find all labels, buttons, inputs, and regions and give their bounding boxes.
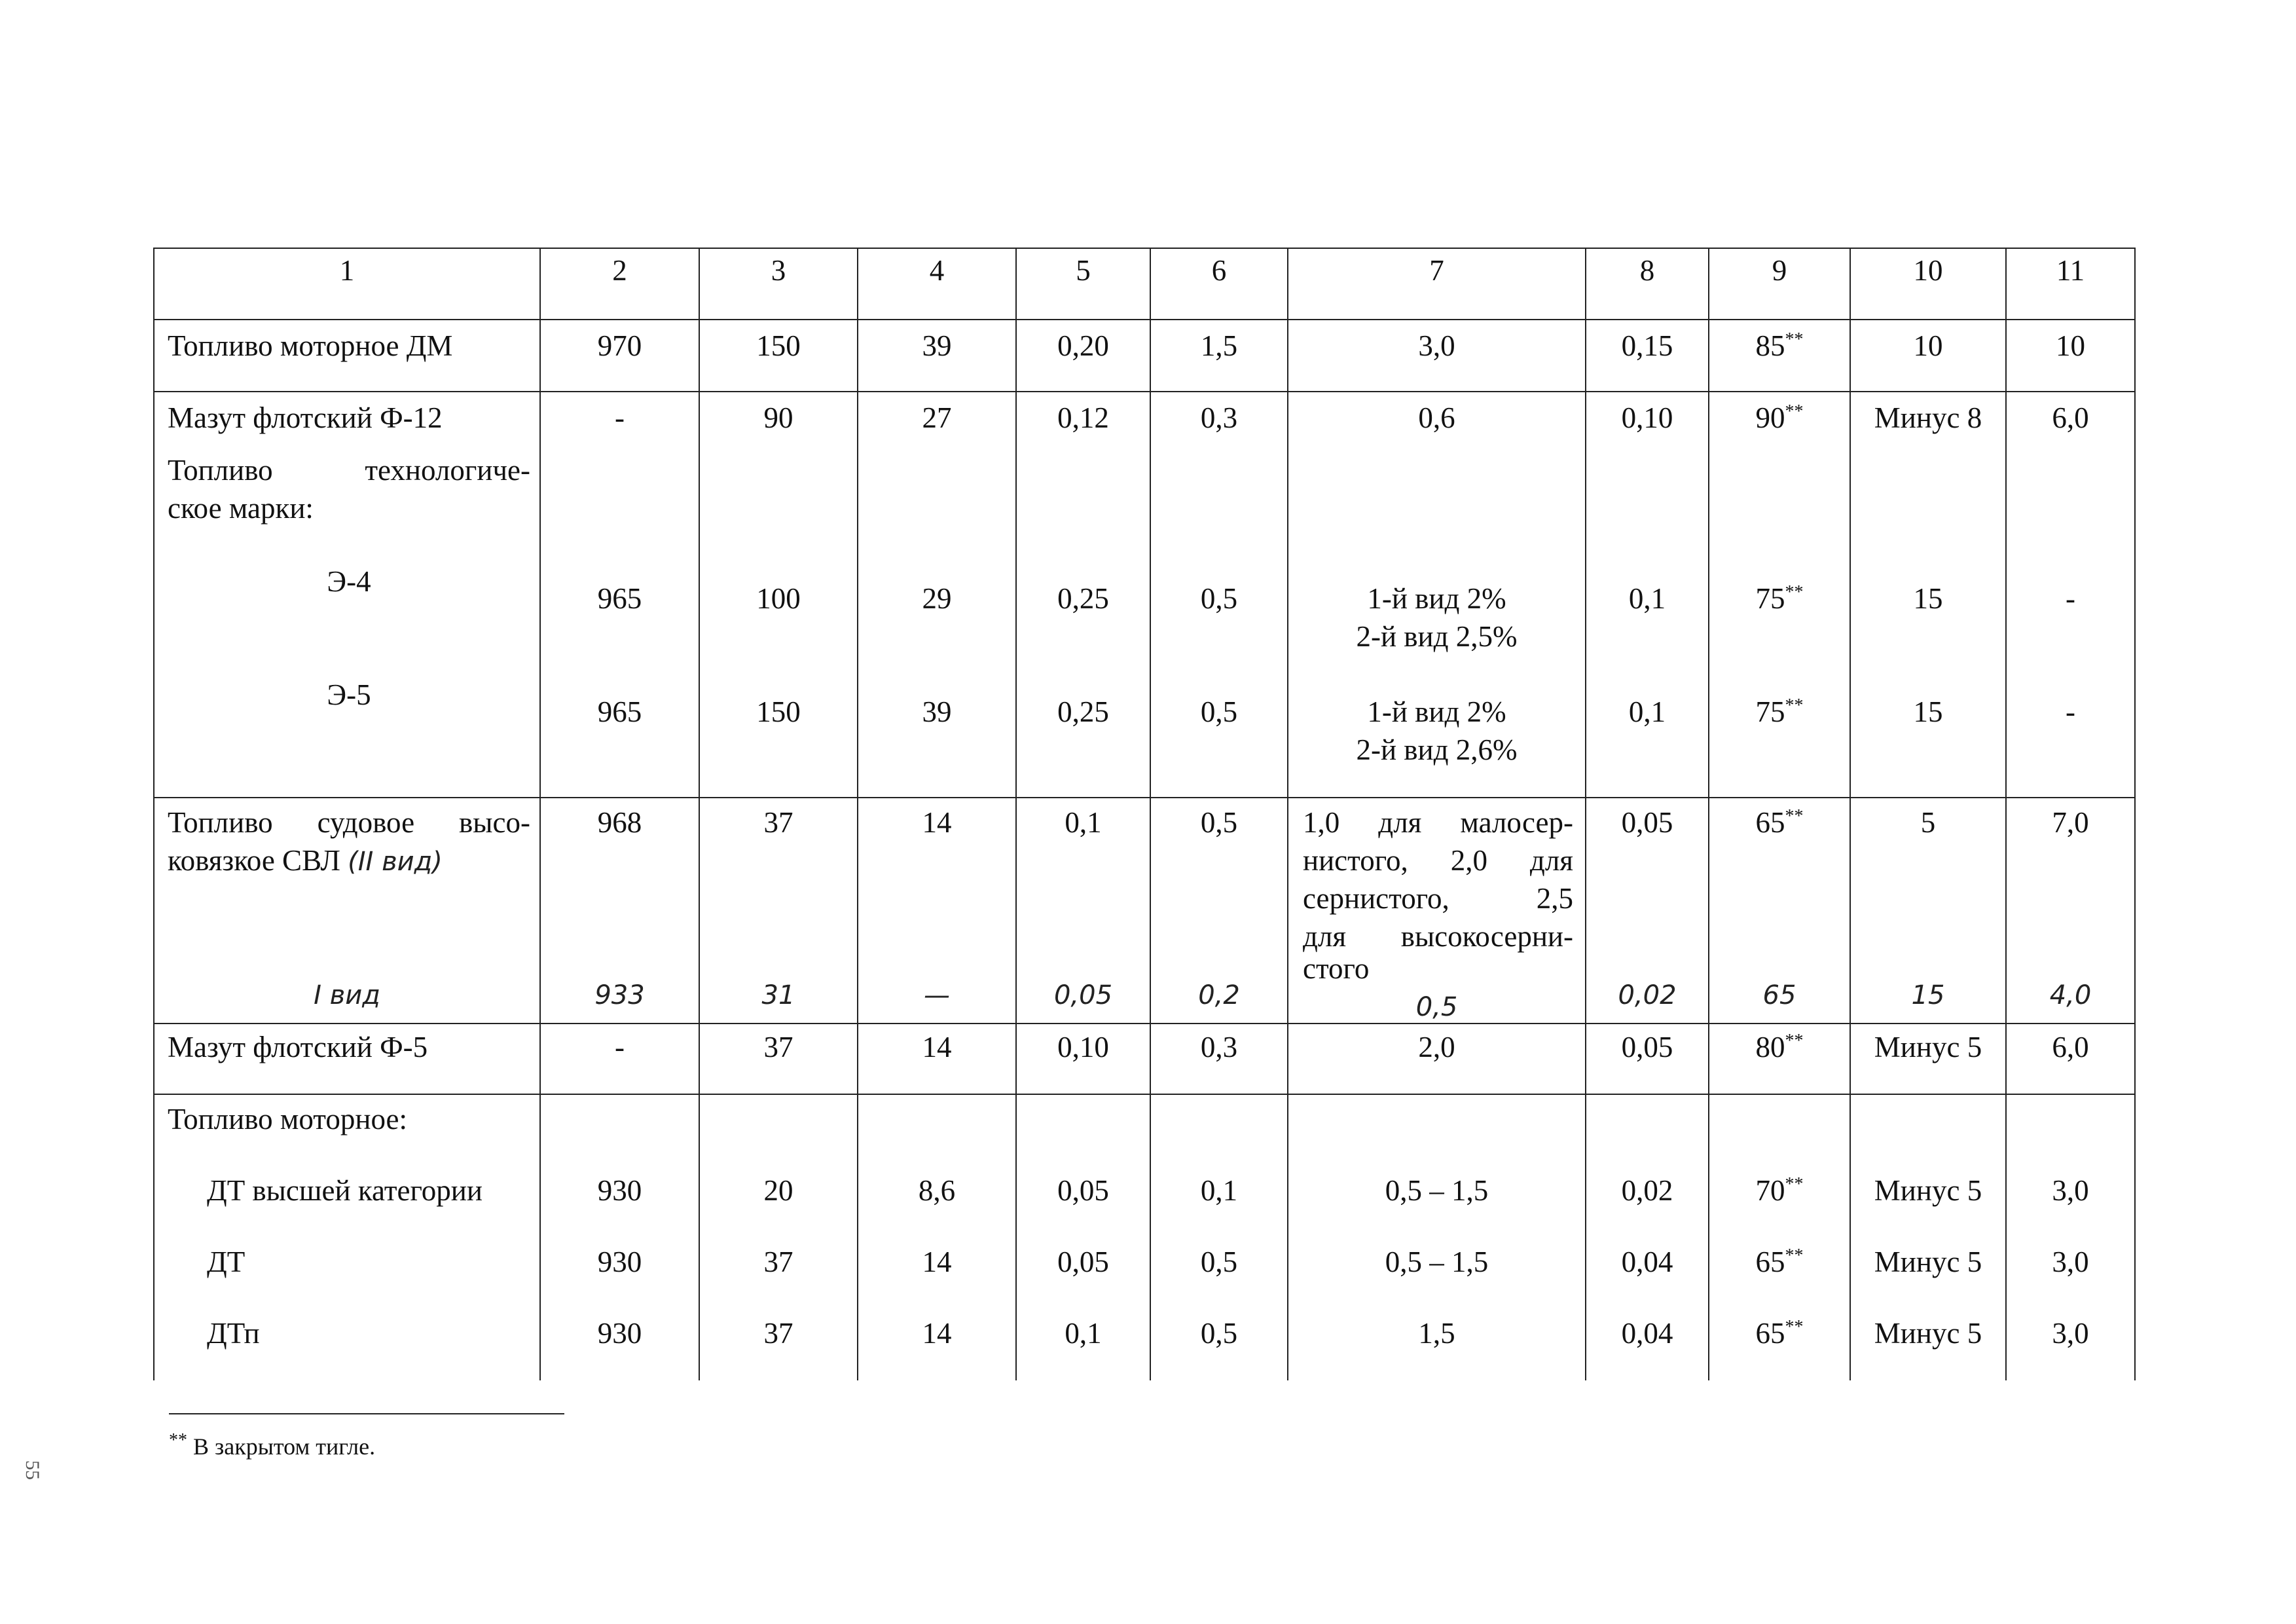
header-row [154, 248, 2135, 320]
footnote-mark: ** [1785, 1246, 1804, 1266]
table-cell [1016, 798, 1150, 1024]
footnote [169, 1430, 376, 1460]
header-cell: 1 [154, 248, 540, 320]
group-heading-line: ское марки: [168, 492, 314, 525]
value: 0,5 [1200, 582, 1238, 615]
handwritten-value: 0,02 [1618, 980, 1677, 1010]
fuel-name: ДТп [207, 1317, 260, 1350]
table-cell: 14 [858, 1024, 1016, 1094]
value: 0,5 [1200, 1246, 1238, 1278]
fuel-name: ДТ высшей категории [207, 1174, 483, 1207]
table-cell: 1,5 [1150, 320, 1288, 392]
value: 0,1 [1200, 1174, 1238, 1207]
value: 0,5 [1200, 1317, 1238, 1350]
handwritten-value: 65 [1762, 980, 1796, 1010]
value: 6,0 [2052, 401, 2089, 434]
header-cell: 4 [858, 248, 1016, 320]
fuel-name: Э-4 [327, 565, 371, 598]
handwritten-value: 933 [594, 980, 645, 1010]
value: - [615, 401, 625, 434]
fuel-name: Э-5 [327, 678, 371, 711]
handwritten-value: 0,2 [1198, 980, 1240, 1010]
table-row [154, 798, 2135, 1024]
group-heading-line: Топливо технологиче- [168, 454, 530, 487]
table-cell: 0,10 [1016, 1024, 1150, 1094]
value: 7,0 [2052, 806, 2089, 839]
table-cell [699, 392, 858, 798]
value: 20 [763, 1174, 793, 1207]
header-cell: 10 [1850, 248, 2006, 320]
table-cell: 0,15 [1586, 320, 1709, 392]
value: 0,3 [1200, 401, 1238, 434]
value: 5 [1920, 806, 1936, 839]
table-cell [1016, 1094, 1150, 1380]
value: 100 [756, 582, 801, 615]
header-cell: 11 [2006, 248, 2135, 320]
header-cell: 6 [1150, 248, 1288, 320]
fuel-name-cell [154, 392, 540, 798]
value: 0,12 [1057, 401, 1109, 434]
table-cell [858, 798, 1016, 1024]
table-cell [2006, 392, 2135, 798]
table-cell: 970 [540, 320, 699, 392]
table-cell [540, 1094, 699, 1380]
value: Минус 5 [1874, 1174, 1982, 1207]
handwritten-value: 15 [1911, 980, 1945, 1010]
table-cell: 0,20 [1016, 320, 1150, 392]
value: Минус 8 [1874, 401, 1982, 434]
handwritten-note: (II вид) [348, 847, 443, 877]
table-cell: 10 [2006, 320, 2135, 392]
value: 0,1 [1065, 806, 1102, 839]
table-cell: - [540, 1024, 699, 1094]
value: 3,0 [2052, 1174, 2089, 1207]
value: сернистого, 2,5 [1303, 882, 1573, 915]
fuel-name: Мазут флотский Ф-5 [154, 1024, 540, 1094]
flash-point-cell [1709, 1024, 1850, 1094]
value: - [2066, 695, 2075, 728]
value: 0,05 [1057, 1246, 1109, 1278]
value: 0,05 [1621, 806, 1673, 839]
fuel-name: Топливо моторное ДМ [154, 320, 540, 392]
table-cell [1150, 392, 1288, 798]
value: 0,5 [1200, 806, 1238, 839]
value: стого [1303, 952, 1370, 985]
value: Минус 5 [1874, 1246, 1982, 1278]
value: 27 [922, 401, 952, 434]
value: 1,5 [1418, 1317, 1455, 1350]
table-cell [1288, 798, 1586, 1024]
table-cell [1288, 1094, 1586, 1380]
footnote-mark: ** [1785, 806, 1804, 826]
header-cell: 3 [699, 248, 858, 320]
value: 0,1 [1628, 695, 1666, 728]
value: 37 [763, 1317, 793, 1350]
value: 0,1 [1065, 1317, 1102, 1350]
table-cell: 6,0 [2006, 1024, 2135, 1094]
value: 0,5 [1200, 695, 1238, 728]
value: 965 [597, 582, 642, 615]
value: 90 [1755, 401, 1785, 434]
footnote-mark: ** [1785, 1174, 1804, 1194]
table-cell-value: 85 [1755, 329, 1785, 362]
value: 2-й вид 2,5% [1356, 620, 1518, 653]
value: 0,25 [1057, 695, 1109, 728]
fuel-name: Мазут флотский Ф-12 [168, 401, 443, 434]
footnote-divider [169, 1413, 564, 1414]
footnote-mark: ** [169, 1430, 187, 1450]
value: 29 [922, 582, 952, 615]
table-cell [540, 392, 699, 798]
table-cell [1850, 1094, 2006, 1380]
handwritten-value: 0,05 [1053, 980, 1113, 1010]
header-cell: 5 [1016, 248, 1150, 320]
fuel-name-cell [154, 1094, 540, 1380]
value: 70 [1755, 1174, 1785, 1207]
value: 0,5 – 1,5 [1385, 1246, 1489, 1278]
handwritten-value: 4,0 [2049, 980, 2092, 1010]
header-cell: 9 [1709, 248, 1850, 320]
value: - [2066, 582, 2075, 615]
table-cell [1150, 1094, 1288, 1380]
value: 8,6 [918, 1174, 956, 1207]
value: 3,0 [2052, 1317, 2089, 1350]
table-cell: 3,0 [1288, 320, 1586, 392]
value: 14 [922, 806, 952, 839]
page-number: 55 [22, 1460, 43, 1480]
value: 930 [597, 1246, 642, 1278]
table-row [154, 320, 2135, 392]
table-cell: 2,0 [1288, 1024, 1586, 1094]
fuel-name: Топливо судовое высо- [168, 806, 530, 839]
table-cell [699, 798, 858, 1024]
value: 2-й вид 2,6% [1356, 733, 1518, 766]
table-cell: 150 [699, 320, 858, 392]
value: 0,25 [1057, 582, 1109, 615]
value: 150 [756, 695, 801, 728]
value: 0,04 [1621, 1246, 1673, 1278]
handwritten-value: 31 [761, 980, 795, 1010]
fuel-properties-table [153, 248, 2136, 1380]
value: 0,05 [1057, 1174, 1109, 1207]
flash-point-cell [1709, 798, 1850, 1024]
table-cell [1586, 1094, 1709, 1380]
footnote-mark: ** [1785, 1317, 1804, 1337]
header-cell: 7 [1288, 248, 1586, 320]
table-cell [1850, 392, 2006, 798]
fuel-name: ковязкое СВЛ [168, 844, 340, 877]
footnote-mark: ** [1785, 401, 1804, 422]
table-cell: 37 [699, 1024, 858, 1094]
footnote-mark: ** [1785, 1031, 1804, 1051]
value: 65 [1755, 1317, 1785, 1350]
value: 3,0 [2052, 1246, 2089, 1278]
table-row [154, 392, 2135, 798]
value: 65 [1755, 1246, 1785, 1278]
flash-point-cell [1709, 1094, 1850, 1380]
fuel-name: ДТ [207, 1246, 246, 1278]
footnote-mark: ** [1785, 329, 1804, 350]
value: 0,10 [1621, 401, 1673, 434]
footnote-text: В закрытом тигле. [187, 1433, 376, 1460]
value: 930 [597, 1174, 642, 1207]
group-heading: Топливо моторное: [168, 1103, 407, 1135]
handwritten-value: 0,5 [1415, 992, 1458, 1022]
value: нистого, 2,0 для [1303, 844, 1573, 877]
table-cell: 0,05 [1586, 1024, 1709, 1094]
value: 90 [763, 401, 793, 434]
flash-point-cell [1709, 392, 1850, 798]
value: для высокосерни- [1303, 920, 1573, 953]
footnote-mark: ** [1785, 582, 1804, 602]
table-cell: 10 [1850, 320, 2006, 392]
value: 968 [597, 806, 642, 839]
value: 1,0 для малосер- [1303, 806, 1573, 839]
handwritten-value: — [924, 980, 950, 1010]
value: 965 [597, 695, 642, 728]
value: Минус 5 [1874, 1317, 1982, 1350]
value: 15 [1913, 582, 1943, 615]
table-cell: 0,3 [1150, 1024, 1288, 1094]
handwritten-note: I вид [314, 980, 380, 1010]
table-cell [1850, 798, 2006, 1024]
value: 1-й вид 2% [1367, 695, 1506, 728]
footnote-mark: ** [1785, 695, 1804, 716]
value: 0,02 [1621, 1174, 1673, 1207]
table-cell [1016, 392, 1150, 798]
value: 39 [922, 695, 952, 728]
value: 75 [1755, 695, 1785, 728]
value: 37 [763, 1246, 793, 1278]
value: 15 [1913, 695, 1943, 728]
table-cell [1586, 798, 1709, 1024]
value: 14 [922, 1246, 952, 1278]
table-cell: 39 [858, 320, 1016, 392]
value: 14 [922, 1317, 952, 1350]
table-row [154, 1094, 2135, 1380]
value: 0,6 [1418, 401, 1455, 434]
value: 80 [1755, 1031, 1785, 1063]
table-row [154, 1024, 2135, 1094]
header-cell: 8 [1586, 248, 1709, 320]
header-cell: 2 [540, 248, 699, 320]
flash-point-cell [1709, 320, 1850, 392]
table-cell [2006, 798, 2135, 1024]
table-cell [540, 798, 699, 1024]
value: 75 [1755, 582, 1785, 615]
value: 1-й вид 2% [1367, 582, 1506, 615]
table-cell [858, 1094, 1016, 1380]
table-cell [1288, 392, 1586, 798]
value: 0,1 [1628, 582, 1666, 615]
table-cell [2006, 1094, 2135, 1380]
table-cell [1586, 392, 1709, 798]
table-cell [858, 392, 1016, 798]
table-cell [1150, 798, 1288, 1024]
table-cell: Минус 5 [1850, 1024, 2006, 1094]
value: 37 [763, 806, 793, 839]
value: 0,04 [1621, 1317, 1673, 1350]
table-cell [699, 1094, 858, 1380]
value: 0,5 – 1,5 [1385, 1174, 1489, 1207]
fuel-name-cell [154, 798, 540, 1024]
value: 65 [1755, 806, 1785, 839]
value: 930 [597, 1317, 642, 1350]
